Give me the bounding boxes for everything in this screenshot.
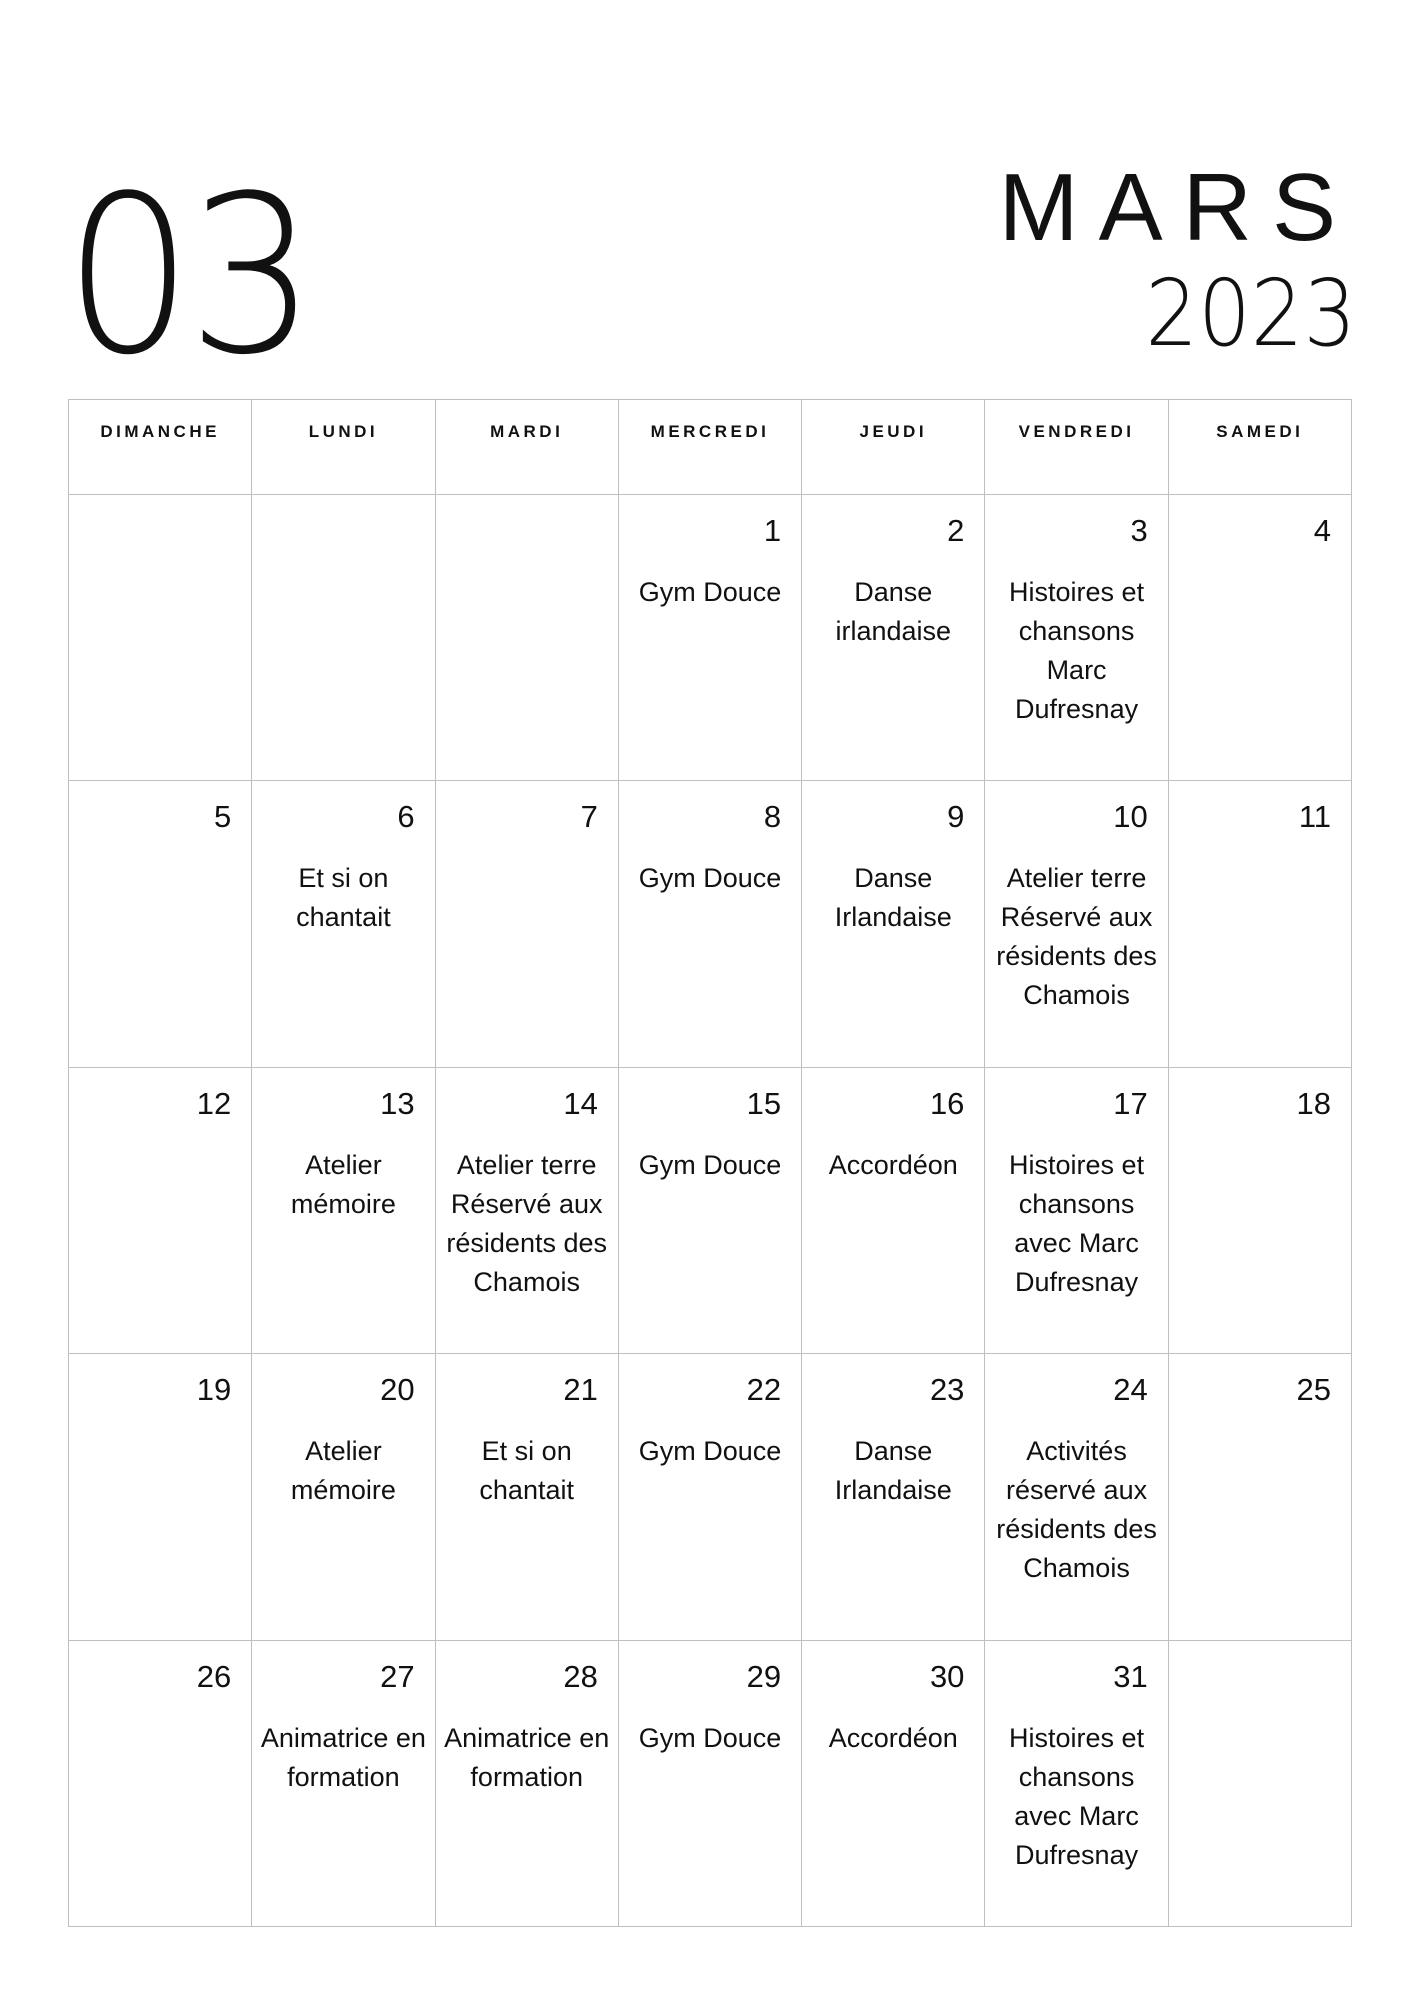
day-cell — [436, 1354, 619, 1640]
day-event: Activités réservé aux résidents des Chamois — [996, 1436, 1157, 1584]
day-event: Gym Douce — [638, 863, 782, 894]
day-number: 27 — [380, 1658, 415, 1694]
day-number: 26 — [196, 1658, 232, 1694]
day-number: 3 — [1130, 513, 1148, 548]
day-event: Gym Douce — [638, 577, 782, 607]
day-number: 15 — [746, 1085, 782, 1121]
day-event: Atelier mémoire — [290, 1436, 396, 1506]
day-cell — [802, 1354, 985, 1640]
day-cell — [985, 495, 1168, 781]
month-number: 03 — [64, 150, 311, 403]
day-event: Gym Douce — [638, 1436, 782, 1467]
day-cell — [985, 1354, 1168, 1640]
day-number: 7 — [580, 799, 598, 835]
day-event: Accordéon — [828, 1149, 958, 1180]
day-number: 24 — [1113, 1372, 1148, 1408]
day-cell — [802, 495, 985, 781]
day-cell — [1169, 781, 1352, 1067]
day-cell — [619, 495, 802, 781]
day-number: 5 — [214, 799, 232, 835]
day-event: Et si on chantait — [479, 1436, 574, 1506]
day-cell — [985, 1641, 1168, 1927]
day-event: Atelier terre Réservé aux résidents des Chamois — [996, 863, 1157, 1011]
day-number: 11 — [1298, 799, 1331, 835]
day-number: 22 — [746, 1372, 782, 1408]
day-cell — [69, 1354, 252, 1640]
day-cell — [69, 495, 252, 781]
day-number: 8 — [763, 799, 782, 835]
day-number: 14 — [563, 1085, 598, 1121]
day-event: Accordéon — [828, 1722, 958, 1753]
day-cell — [619, 1068, 802, 1354]
day-number: 4 — [1313, 513, 1331, 548]
weekday-header: MERCREDI — [619, 400, 802, 495]
day-cell — [69, 1641, 252, 1927]
day-number: 12 — [196, 1085, 232, 1121]
day-number: 31 — [1113, 1658, 1148, 1694]
day-cell — [1169, 1354, 1352, 1640]
day-event: Gym Douce — [638, 1722, 782, 1753]
day-number: 29 — [746, 1658, 782, 1694]
day-cell — [619, 781, 802, 1067]
day-cell — [436, 495, 619, 781]
day-cell — [252, 1354, 435, 1640]
year: 2023 — [1145, 260, 1356, 367]
day-event: Atelier terre Réservé aux résidents des Chamois — [446, 1149, 607, 1297]
day-event: Histoires et chansons Marc Dufresnay — [1009, 577, 1145, 724]
day-number: 9 — [947, 799, 965, 835]
calendar-grid — [68, 399, 1352, 1927]
day-event: Danse Irlandaise — [834, 863, 952, 933]
day-number: 10 — [1113, 799, 1148, 835]
day-cell — [1169, 1068, 1352, 1354]
day-cell — [252, 1641, 435, 1927]
day-event: Animatrice en formation — [260, 1722, 426, 1792]
day-cell — [69, 781, 252, 1067]
weekday-header: VENDREDI — [985, 400, 1168, 495]
day-cell — [619, 1641, 802, 1927]
weekday-header: SAMEDI — [1169, 400, 1352, 495]
day-cell — [436, 1641, 619, 1927]
day-number: 30 — [929, 1658, 965, 1694]
day-number: 21 — [563, 1372, 598, 1408]
weekday-header: DIMANCHE — [69, 400, 252, 495]
day-cell — [802, 781, 985, 1067]
day-number: 19 — [196, 1372, 232, 1408]
day-event: Danse irlandaise — [835, 577, 952, 646]
day-cell — [436, 781, 619, 1067]
day-number: 28 — [563, 1658, 598, 1694]
day-cell — [802, 1068, 985, 1354]
day-cell — [252, 781, 435, 1067]
day-number: 6 — [397, 799, 415, 835]
day-number: 16 — [929, 1085, 965, 1121]
day-event: Histoires et chansons avec Marc Dufresnay — [1009, 1149, 1145, 1297]
day-cell — [436, 1068, 619, 1354]
day-number: 2 — [947, 513, 965, 548]
day-cell — [252, 1068, 435, 1354]
day-cell — [985, 1068, 1168, 1354]
day-cell — [69, 1068, 252, 1354]
day-event: Animatrice en formation — [444, 1722, 610, 1792]
month-name: MARS — [998, 154, 1356, 261]
weekday-header: MARDI — [436, 400, 619, 495]
day-cell — [252, 495, 435, 781]
day-event: Danse Irlandaise — [834, 1436, 952, 1506]
day-number: 13 — [380, 1085, 415, 1121]
day-cell — [1169, 495, 1352, 781]
day-number: 20 — [380, 1372, 415, 1408]
day-number: 18 — [1296, 1085, 1331, 1121]
day-event: Gym Douce — [638, 1149, 782, 1180]
weekday-header: LUNDI — [252, 400, 435, 495]
day-number: 17 — [1113, 1085, 1148, 1121]
day-number: 23 — [929, 1372, 965, 1408]
day-number: 1 — [763, 513, 782, 548]
day-cell — [619, 1354, 802, 1640]
day-cell — [1169, 1641, 1352, 1927]
day-cell — [985, 781, 1168, 1067]
weekday-header: JEUDI — [802, 400, 985, 495]
day-cell — [802, 1641, 985, 1927]
day-event: Histoires et chansons avec Marc Dufresnay — [1009, 1722, 1145, 1870]
day-event: Atelier mémoire — [290, 1149, 396, 1219]
day-number: 25 — [1296, 1372, 1331, 1408]
day-event: Et si on chantait — [296, 863, 391, 933]
